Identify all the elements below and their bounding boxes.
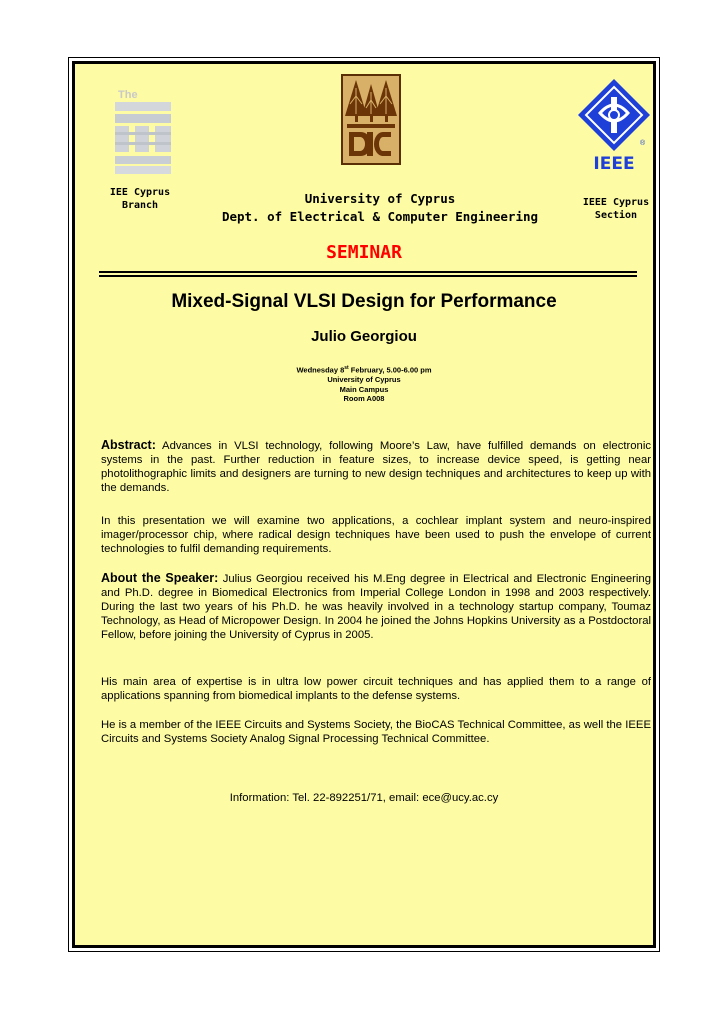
talk-date	[75, 364, 653, 375]
venue-line3: Room A008	[343, 394, 385, 403]
abstract-text: Advances in VLSI technology, following Moore’s Law, have fulfilled demands on electronic systems in the past. Further reduction in feature sizes, to increase device speed, is getting near photolithographic limits and designers are turning to new design techniques and architectures to keep up with the demands.	[101, 440, 651, 494]
ieee-cyprus-section-label	[575, 196, 657, 222]
venue-line1: University of Cyprus	[327, 375, 401, 384]
abstract-paragraph	[101, 439, 651, 496]
venue-line2: Main Campus	[339, 384, 389, 394]
contact-information: Information: Tel. 22-892251/71, email: ece@ucy.ac.cy	[229, 792, 499, 804]
ieee-logo-text: IEEE	[593, 154, 635, 173]
iee-cyprus-branch-label	[95, 186, 185, 212]
university-name: University of Cyprus	[304, 191, 456, 206]
speaker-bio-paragraph	[101, 572, 651, 643]
abstract-lead: Abstract:	[101, 438, 156, 452]
organizer-block	[185, 190, 575, 226]
speaker-bio-text: Julius Georgiou received his M.Eng degree in Electrical and Electronic Engineering and Ph.D. degree in Biomedical Electronics from Imperial College London in 1998 and 2003 respectively. During the last two years of his Ph.D. he was heavily involved in a technology startup company, Toumaz Technology, as Head of Micropower Design. In 2004 he joined the Johns Hopkins University as a Postdoctoral Fellow, before joining the University of Cyprus in 2005.	[101, 573, 651, 641]
speaker-bio-lead: About the Speaker:	[101, 571, 219, 585]
ieee-label-line2: Section	[594, 210, 638, 221]
poster-outer-border	[68, 57, 660, 952]
date-rest: February, 5.00-6.00 pm	[348, 365, 432, 375]
speaker-name: Julio Georgiou	[311, 328, 417, 345]
iee-label-line2: Branch	[121, 200, 159, 211]
iee-logo	[115, 86, 171, 174]
ieee-logo	[576, 77, 652, 173]
speaker-bio-paragraph-2: His main area of expertise is in ultra low power circuit techniques and has applied them to a range of applications spanning from biomedical implants to the defense systems.	[101, 676, 651, 702]
poster-panel	[72, 61, 656, 948]
speaker-bio-paragraph-3: He is a member of the IEEE Circuits and Systems Society, the BioCAS Technical Committee, as well the IEEE Circuits and Systems Society Analog Signal Processing Technical Committee.	[101, 719, 651, 745]
abstract-paragraph-2: In this presentation we will examine two applications, a cochlear implant system and neuro-inspired imager/processor chip, where radical design techniques have been used to push the envelope of current technologies to fulfil demanding requirements.	[101, 515, 651, 555]
talk-details	[75, 364, 653, 404]
department-name: Dept. of Electrical & Computer Engineering	[221, 209, 539, 224]
date-suffix: st	[344, 365, 349, 371]
date-prefix: Wednesday 8	[296, 365, 345, 375]
ieee-registered-mark: ®	[640, 140, 646, 147]
iee-label-line1: IEE Cyprus	[109, 187, 171, 198]
seminar-heading: SEMINAR	[326, 242, 402, 263]
ieee-label-line1: IEEE Cyprus	[582, 197, 650, 208]
divider-bottom	[99, 275, 637, 277]
university-of-cyprus-logo	[341, 74, 401, 165]
talk-title: Mixed-Signal VLSI Design for Performance	[171, 291, 557, 312]
divider-top	[99, 271, 637, 273]
iee-logo-the: The	[118, 89, 138, 101]
